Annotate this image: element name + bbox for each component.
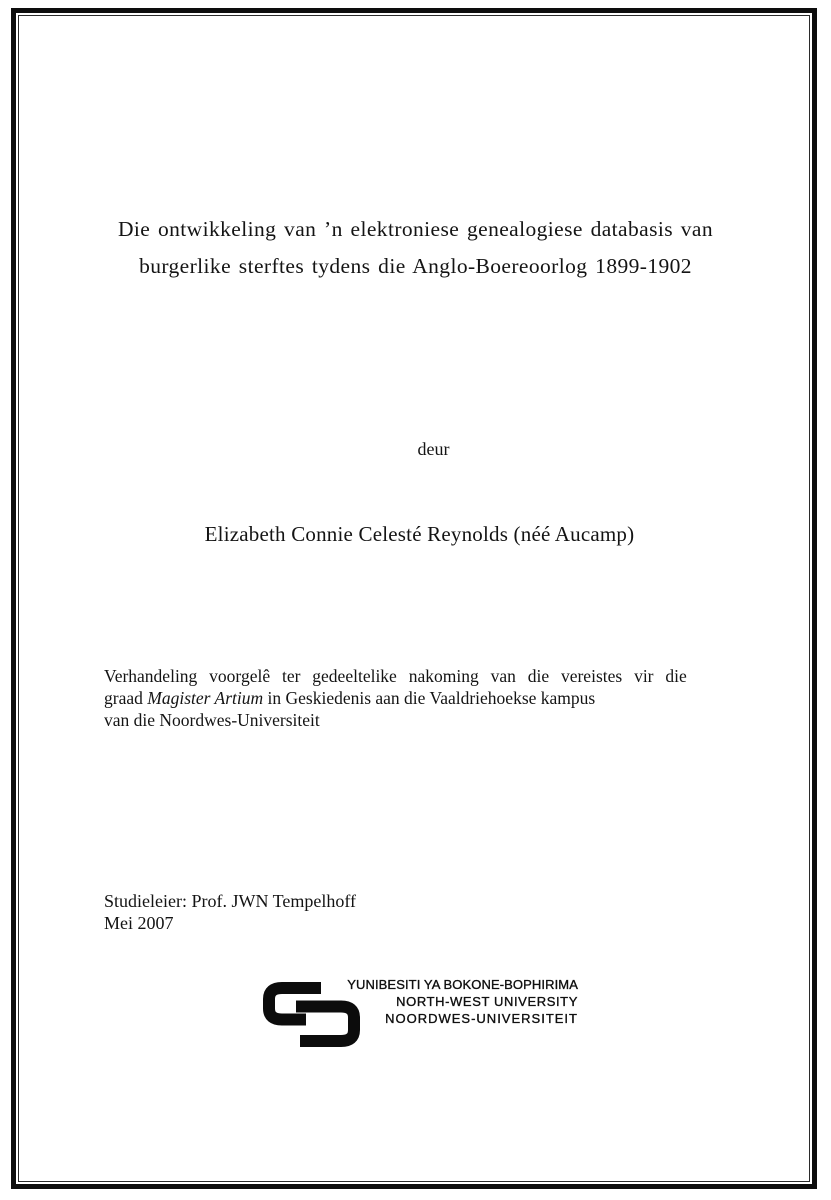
logo-text-setswana: YUNIBESITI YA BOKONE-BOPHIRIMA	[347, 977, 578, 992]
degree-statement-line2-suffix: in Geskiedenis aan die Vaaldriehoekse kampus	[263, 688, 596, 708]
supervisor-block	[104, 890, 356, 934]
degree-name-italic: Magister Artium	[147, 688, 264, 708]
date-line: Mei 2007	[104, 913, 174, 933]
university-logo-text	[320, 976, 578, 1027]
degree-statement-line2	[104, 687, 734, 709]
degree-statement-line3: van die Noordwes-Universiteit	[104, 710, 320, 730]
logo-text-english: NORTH-WEST UNIVERSITY	[396, 994, 578, 1009]
byline-deur: deur	[417, 439, 450, 459]
author-name: Elizabeth Connie Celesté Reynolds (néé Aucamp)	[204, 522, 635, 546]
thesis-title-line1: Die ontwikkeling van ’n elektroniese genealogiese databasis van	[117, 217, 714, 241]
university-logo	[258, 977, 588, 1052]
logo-text-afrikaans: NOORDWES-UNIVERSITEIT	[385, 1011, 578, 1026]
thesis-title-line2: burgerlike sterftes tydens die Anglo-Boereoorlog 1899-1902	[139, 254, 692, 278]
thesis-title	[0, 211, 831, 285]
degree-statement-line2-prefix: graad	[104, 688, 148, 708]
degree-statement	[104, 665, 734, 731]
supervisor-line: Studieleier: Prof. JWN Tempelhoff	[104, 891, 357, 911]
degree-statement-line1: Verhandeling voorgelê ter gedeeltelike nakoming van die vereistes vir die	[104, 666, 687, 686]
